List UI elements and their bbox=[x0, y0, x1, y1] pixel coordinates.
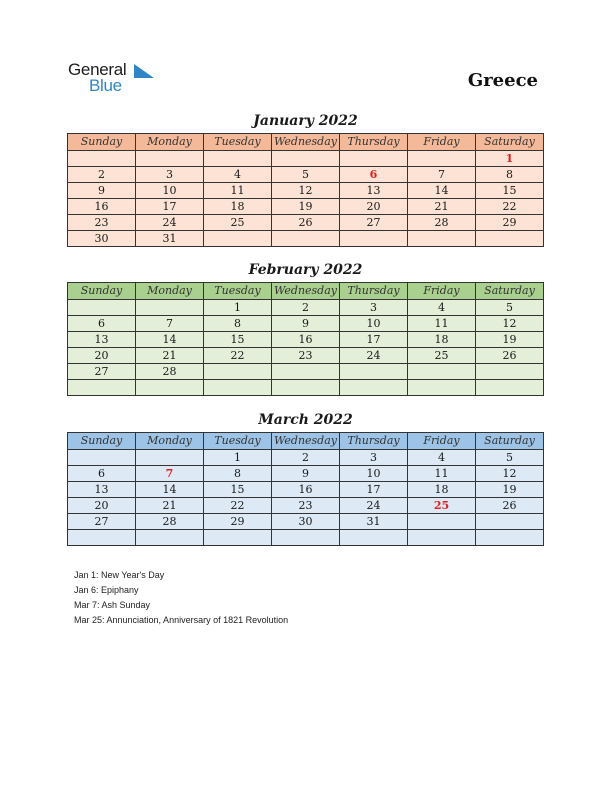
day-cell: 7 bbox=[136, 466, 204, 482]
logo-word-blue: Blue bbox=[89, 76, 122, 95]
week-row bbox=[68, 199, 544, 215]
week-row bbox=[68, 514, 544, 530]
day-cell: 29 bbox=[476, 215, 544, 231]
week-row bbox=[68, 380, 544, 396]
day-cell bbox=[136, 300, 204, 316]
weekday-header-tuesday: Tuesday bbox=[204, 433, 272, 450]
holiday-notes bbox=[74, 568, 288, 628]
day-cell: 17 bbox=[340, 482, 408, 498]
day-cell: 1 bbox=[204, 300, 272, 316]
day-cell bbox=[204, 380, 272, 396]
weekday-header-thursday: Thursday bbox=[340, 134, 408, 151]
week-row bbox=[68, 450, 544, 466]
day-cell: 30 bbox=[272, 514, 340, 530]
day-cell: 8 bbox=[204, 466, 272, 482]
day-cell bbox=[340, 151, 408, 167]
weekday-header-wednesday: Wednesday bbox=[272, 433, 340, 450]
week-row bbox=[68, 530, 544, 546]
weekday-header-sunday: Sunday bbox=[68, 283, 136, 300]
day-cell: 18 bbox=[204, 199, 272, 215]
weekday-header-thursday: Thursday bbox=[340, 283, 408, 300]
day-cell bbox=[68, 151, 136, 167]
day-cell: 4 bbox=[408, 300, 476, 316]
day-cell: 24 bbox=[340, 498, 408, 514]
day-cell: 28 bbox=[136, 514, 204, 530]
day-cell: 14 bbox=[408, 183, 476, 199]
day-cell: 16 bbox=[272, 482, 340, 498]
week-row bbox=[68, 300, 544, 316]
day-cell: 7 bbox=[136, 316, 204, 332]
day-cell: 28 bbox=[408, 215, 476, 231]
day-cell: 27 bbox=[68, 514, 136, 530]
day-cell: 19 bbox=[476, 332, 544, 348]
day-cell bbox=[408, 530, 476, 546]
day-cell: 13 bbox=[68, 482, 136, 498]
weekday-header-friday: Friday bbox=[408, 134, 476, 151]
day-cell: 9 bbox=[272, 316, 340, 332]
day-cell: 13 bbox=[340, 183, 408, 199]
weekday-header-thursday: Thursday bbox=[340, 433, 408, 450]
holiday-note: Jan 1: New Year's Day bbox=[74, 570, 165, 580]
day-cell bbox=[136, 380, 204, 396]
day-cell: 3 bbox=[340, 450, 408, 466]
country-title: Greece bbox=[467, 70, 538, 91]
day-cell bbox=[476, 364, 544, 380]
day-cell: 18 bbox=[408, 482, 476, 498]
day-cell bbox=[272, 364, 340, 380]
week-row bbox=[68, 151, 544, 167]
calendar-march bbox=[67, 432, 544, 546]
day-cell bbox=[340, 530, 408, 546]
day-cell: 31 bbox=[340, 514, 408, 530]
day-cell bbox=[340, 231, 408, 247]
day-cell: 20 bbox=[68, 498, 136, 514]
day-cell: 18 bbox=[408, 332, 476, 348]
day-cell: 23 bbox=[272, 348, 340, 364]
weekday-header-monday: Monday bbox=[136, 433, 204, 450]
day-cell bbox=[272, 151, 340, 167]
day-cell bbox=[68, 450, 136, 466]
day-cell: 23 bbox=[272, 498, 340, 514]
day-cell bbox=[408, 231, 476, 247]
day-cell: 31 bbox=[136, 231, 204, 247]
day-cell: 21 bbox=[136, 348, 204, 364]
day-cell: 16 bbox=[272, 332, 340, 348]
day-cell: 25 bbox=[204, 215, 272, 231]
day-cell bbox=[476, 530, 544, 546]
day-cell bbox=[204, 151, 272, 167]
day-cell: 8 bbox=[204, 316, 272, 332]
day-cell: 6 bbox=[68, 466, 136, 482]
day-cell bbox=[408, 364, 476, 380]
logo-triangle-icon bbox=[134, 64, 154, 78]
day-cell bbox=[476, 514, 544, 530]
week-row bbox=[68, 231, 544, 247]
day-cell: 10 bbox=[340, 466, 408, 482]
day-cell: 12 bbox=[476, 466, 544, 482]
weekday-header-monday: Monday bbox=[136, 134, 204, 151]
day-cell bbox=[476, 231, 544, 247]
day-cell: 22 bbox=[204, 498, 272, 514]
week-row bbox=[68, 498, 544, 514]
day-cell: 11 bbox=[408, 466, 476, 482]
day-cell: 21 bbox=[408, 199, 476, 215]
day-cell bbox=[408, 151, 476, 167]
day-cell: 22 bbox=[204, 348, 272, 364]
week-row bbox=[68, 348, 544, 364]
day-cell: 30 bbox=[68, 231, 136, 247]
day-cell bbox=[136, 530, 204, 546]
day-cell: 1 bbox=[476, 151, 544, 167]
day-cell: 2 bbox=[272, 300, 340, 316]
day-cell: 12 bbox=[272, 183, 340, 199]
day-cell bbox=[68, 300, 136, 316]
day-cell bbox=[204, 530, 272, 546]
holiday-note: Mar 7: Ash Sunday bbox=[74, 600, 151, 610]
week-row bbox=[68, 215, 544, 231]
day-cell bbox=[68, 380, 136, 396]
day-cell: 12 bbox=[476, 316, 544, 332]
week-row bbox=[68, 167, 544, 183]
day-cell: 17 bbox=[340, 332, 408, 348]
day-cell: 11 bbox=[204, 183, 272, 199]
month-title-february: February 2022 bbox=[248, 262, 363, 278]
day-cell: 25 bbox=[408, 348, 476, 364]
calendar-january bbox=[67, 133, 544, 247]
day-cell bbox=[476, 380, 544, 396]
week-row bbox=[68, 183, 544, 199]
day-cell: 14 bbox=[136, 332, 204, 348]
week-row bbox=[68, 364, 544, 380]
day-cell: 4 bbox=[204, 167, 272, 183]
weekday-header-row bbox=[68, 134, 544, 151]
day-cell: 7 bbox=[408, 167, 476, 183]
day-cell: 3 bbox=[340, 300, 408, 316]
weekday-header-saturday: Saturday bbox=[476, 283, 544, 300]
day-cell: 26 bbox=[476, 498, 544, 514]
weekday-header-wednesday: Wednesday bbox=[272, 134, 340, 151]
day-cell: 10 bbox=[136, 183, 204, 199]
weekday-header-tuesday: Tuesday bbox=[204, 283, 272, 300]
day-cell bbox=[272, 231, 340, 247]
day-cell: 6 bbox=[68, 316, 136, 332]
day-cell: 26 bbox=[272, 215, 340, 231]
weekday-header-sunday: Sunday bbox=[68, 134, 136, 151]
day-cell: 20 bbox=[340, 199, 408, 215]
day-cell: 26 bbox=[476, 348, 544, 364]
day-cell: 27 bbox=[340, 215, 408, 231]
day-cell: 28 bbox=[136, 364, 204, 380]
day-cell: 15 bbox=[204, 332, 272, 348]
day-cell bbox=[136, 450, 204, 466]
weekday-header-tuesday: Tuesday bbox=[204, 134, 272, 151]
day-cell bbox=[340, 364, 408, 380]
day-cell bbox=[204, 231, 272, 247]
weekday-header-wednesday: Wednesday bbox=[272, 283, 340, 300]
day-cell: 22 bbox=[476, 199, 544, 215]
day-cell: 5 bbox=[272, 167, 340, 183]
month-title-march: March 2022 bbox=[258, 412, 353, 428]
day-cell: 19 bbox=[476, 482, 544, 498]
day-cell: 5 bbox=[476, 300, 544, 316]
day-cell: 11 bbox=[408, 316, 476, 332]
day-cell: 1 bbox=[204, 450, 272, 466]
day-cell: 24 bbox=[136, 215, 204, 231]
holiday-note: Mar 25: Annunciation, Anniversary of 1821 Revolution bbox=[74, 615, 289, 625]
day-cell: 9 bbox=[68, 183, 136, 199]
weekday-header-friday: Friday bbox=[408, 283, 476, 300]
day-cell bbox=[340, 380, 408, 396]
day-cell: 15 bbox=[204, 482, 272, 498]
week-row bbox=[68, 466, 544, 482]
month-title-january: January 2022 bbox=[253, 113, 358, 129]
day-cell: 13 bbox=[68, 332, 136, 348]
day-cell bbox=[408, 514, 476, 530]
day-cell: 19 bbox=[272, 199, 340, 215]
day-cell: 2 bbox=[272, 450, 340, 466]
day-cell bbox=[204, 364, 272, 380]
day-cell: 21 bbox=[136, 498, 204, 514]
calendar-february bbox=[67, 282, 544, 396]
weekday-header-sunday: Sunday bbox=[68, 433, 136, 450]
holiday-note: Jan 6: Epiphany bbox=[74, 585, 139, 595]
day-cell bbox=[272, 530, 340, 546]
logo bbox=[68, 60, 168, 96]
day-cell bbox=[408, 380, 476, 396]
day-cell: 3 bbox=[136, 167, 204, 183]
day-cell: 20 bbox=[68, 348, 136, 364]
day-cell: 15 bbox=[476, 183, 544, 199]
weekday-header-saturday: Saturday bbox=[476, 433, 544, 450]
day-cell: 24 bbox=[340, 348, 408, 364]
day-cell: 6 bbox=[340, 167, 408, 183]
week-row bbox=[68, 332, 544, 348]
day-cell: 9 bbox=[272, 466, 340, 482]
day-cell: 17 bbox=[136, 199, 204, 215]
weekday-header-friday: Friday bbox=[408, 433, 476, 450]
week-row bbox=[68, 482, 544, 498]
weekday-header-row bbox=[68, 433, 544, 450]
day-cell: 14 bbox=[136, 482, 204, 498]
day-cell: 5 bbox=[476, 450, 544, 466]
day-cell: 27 bbox=[68, 364, 136, 380]
day-cell bbox=[136, 151, 204, 167]
weekday-header-saturday: Saturday bbox=[476, 134, 544, 151]
logo-word-general: General bbox=[68, 60, 127, 79]
day-cell: 8 bbox=[476, 167, 544, 183]
day-cell bbox=[272, 380, 340, 396]
day-cell: 16 bbox=[68, 199, 136, 215]
weekday-header-monday: Monday bbox=[136, 283, 204, 300]
day-cell: 4 bbox=[408, 450, 476, 466]
day-cell: 25 bbox=[408, 498, 476, 514]
weekday-header-row bbox=[68, 283, 544, 300]
day-cell bbox=[68, 530, 136, 546]
day-cell: 2 bbox=[68, 167, 136, 183]
week-row bbox=[68, 316, 544, 332]
day-cell: 10 bbox=[340, 316, 408, 332]
day-cell: 23 bbox=[68, 215, 136, 231]
day-cell: 29 bbox=[204, 514, 272, 530]
